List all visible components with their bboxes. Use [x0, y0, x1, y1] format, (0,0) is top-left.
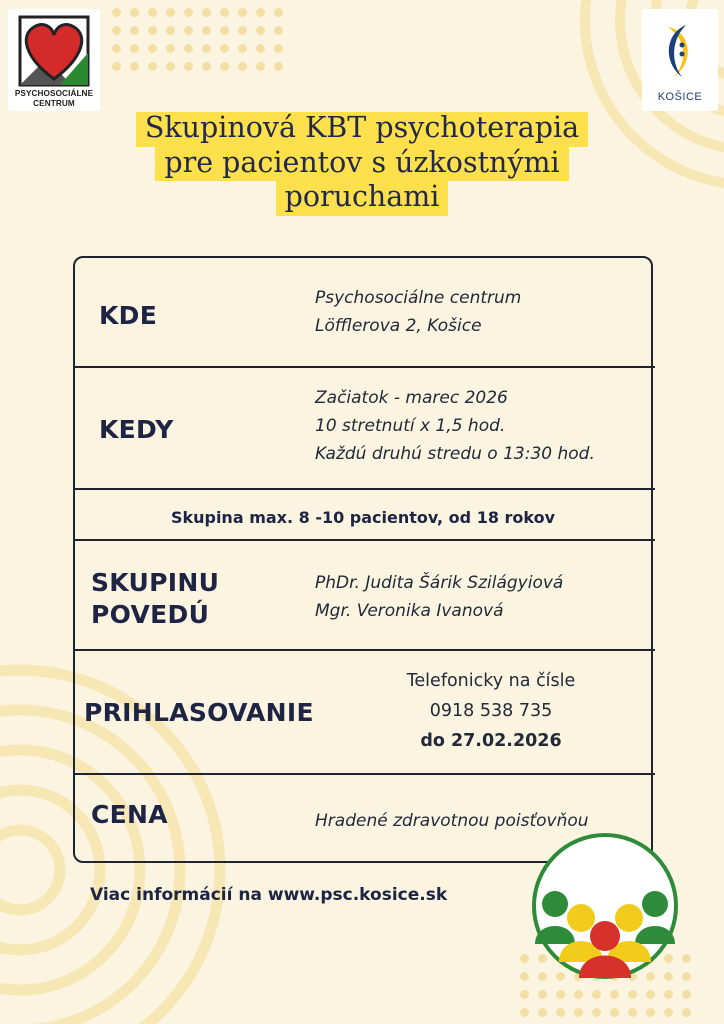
price-value: Hradené zdravotnou poisťovňou: [315, 811, 589, 831]
group-of-people-icon: [531, 832, 679, 980]
registration-label: PRIHLASOVANIE: [84, 698, 314, 727]
group-size-note: Skupina max. 8 -10 pacientov, od 18 rokov: [170, 508, 556, 527]
registration-line1: Telefonicky na čísle: [406, 671, 576, 691]
leaders-label-line2: POVEDÚ: [91, 600, 210, 629]
leader-1: PhDr. Judita Šárik Szilágyiová: [315, 573, 564, 593]
leader-2: Mgr. Veronika Ivanová: [315, 601, 504, 621]
logo-text-line1: PSYCHOSOCIÁLNE: [14, 89, 94, 98]
price-label: CENA: [91, 800, 168, 829]
where-label: KDE: [99, 301, 158, 330]
title-line-2: pre pacientov s úzkostnými: [155, 147, 568, 182]
page-title: [0, 112, 724, 216]
logo-text-line2: CENTRUM: [33, 99, 75, 108]
title-line-1: Skupinová KBT psychoterapia: [136, 112, 588, 147]
where-line1: Psychosociálne centrum: [315, 288, 522, 308]
when-line1: Začiatok - marec 2026: [315, 388, 508, 408]
kosice-logo: [642, 9, 718, 111]
kosice-emblem-icon: [660, 21, 700, 81]
registration-phone: 0918 538 735: [429, 701, 553, 721]
row-leaders: [75, 541, 651, 651]
row-registration: [75, 651, 651, 775]
registration-deadline: do 27.02.2026: [420, 731, 562, 751]
row-where: [75, 258, 651, 368]
when-line2: 10 stretnutí x 1,5 hod.: [315, 416, 506, 436]
when-label: KEDY: [99, 415, 174, 444]
title-line-3: poruchami: [276, 181, 449, 216]
leaders-label-line1: SKUPINU: [91, 568, 220, 597]
heart-house-icon: [16, 13, 92, 89]
divider: [73, 488, 655, 490]
more-info-link[interactable]: Viac informácií na www.psc.kosice.sk: [90, 885, 448, 905]
decorative-dots-top: [112, 8, 283, 71]
when-line3: Každú druhú stredu o 13:30 hod.: [315, 444, 595, 464]
info-box: [73, 256, 653, 863]
where-line2: Löfflerova 2, Košice: [315, 316, 482, 336]
psychosocialne-centrum-logo: [8, 9, 100, 111]
kosice-logo-text: KOŠICE: [657, 91, 703, 103]
row-when: [75, 368, 651, 490]
